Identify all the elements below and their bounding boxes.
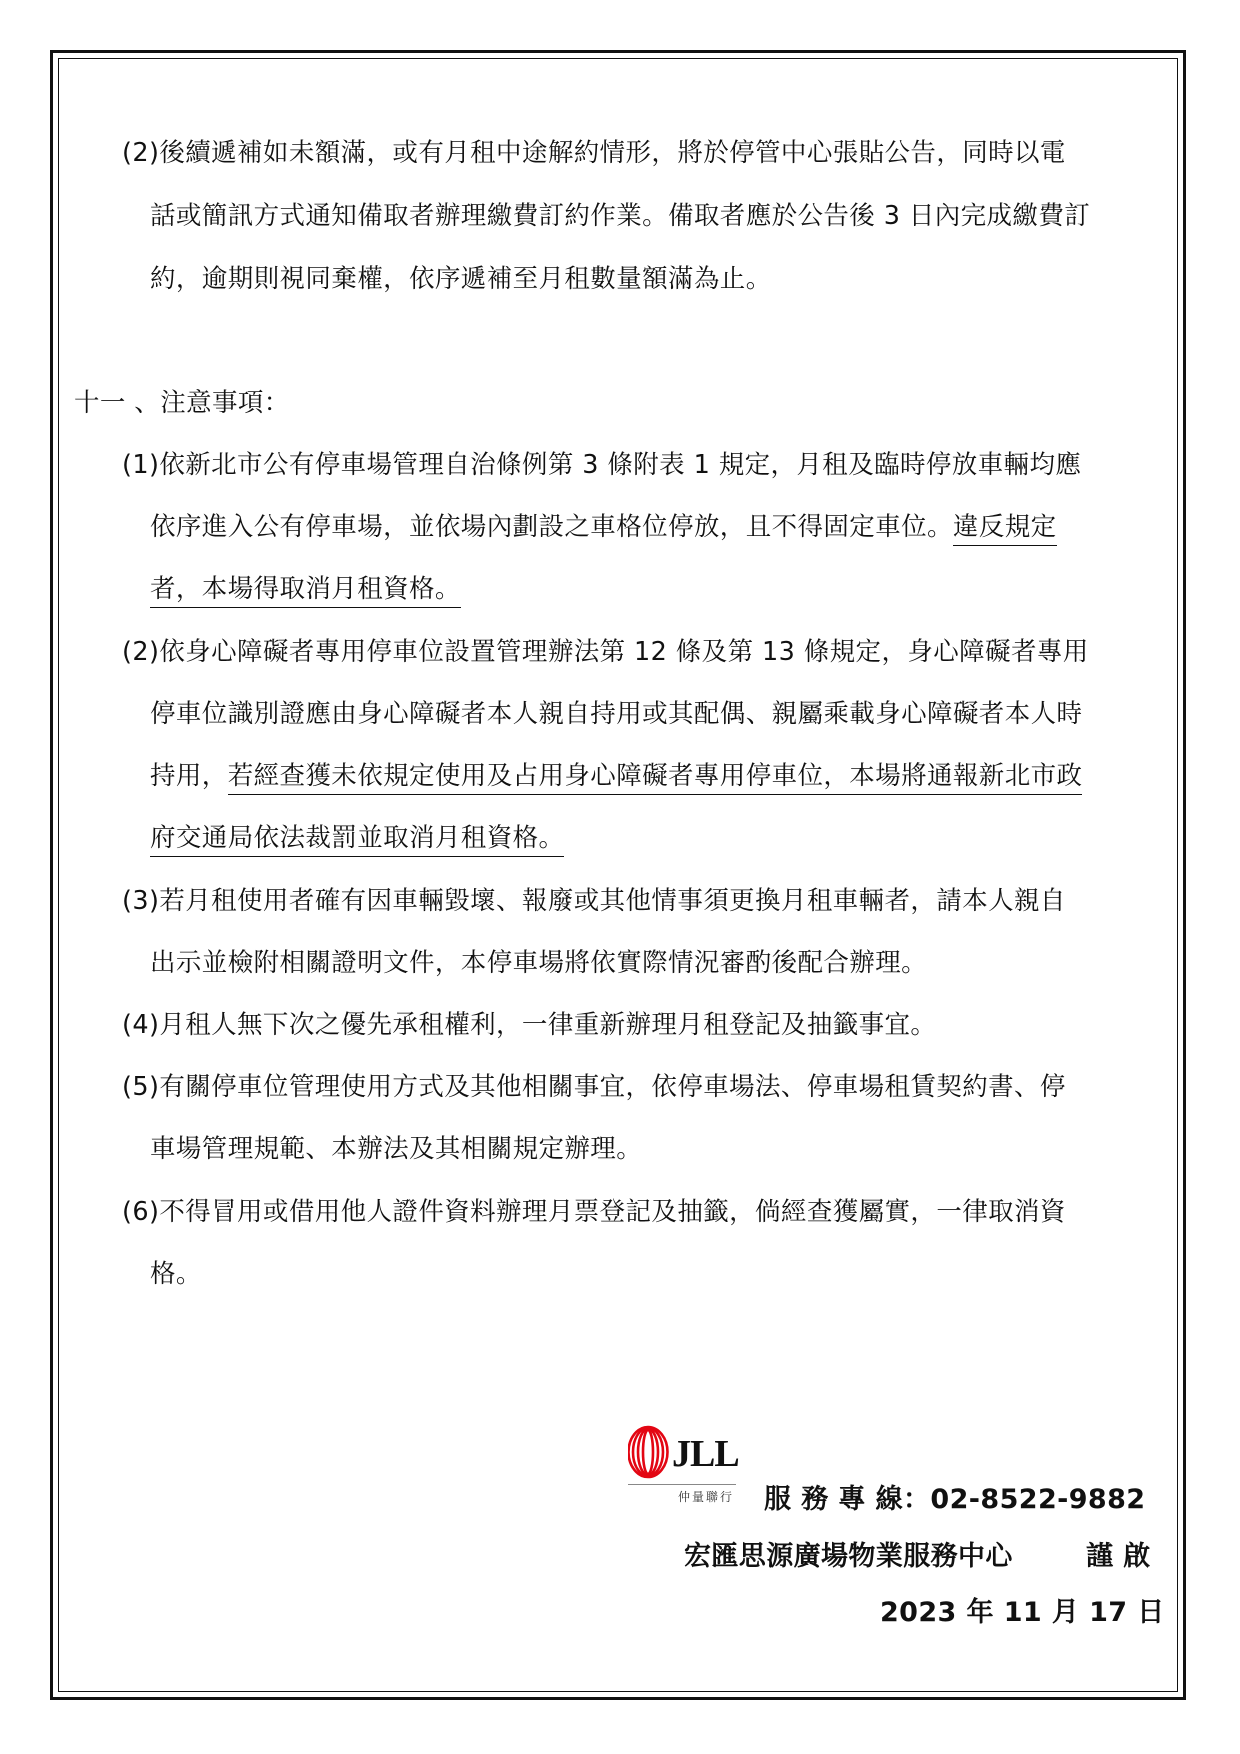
item-1-underlined-text: 者，本場得取消月租資格。	[150, 574, 461, 608]
item-6-line-2: 格。	[150, 1259, 202, 1289]
item-1-underlined-text: 違反規定	[953, 512, 1057, 546]
item-6-line-1: (6)不得冒用或借用他人證件資料辦理月票登記及抽籤，倘經查獲屬實，一律取消資	[122, 1197, 1066, 1227]
signature-closing: 謹 啟	[1086, 1541, 1151, 1572]
item-3-line-1: (3)若月租使用者確有因車輛毀壞、報廢或其他情事須更換月租車輛者，請本人親自	[122, 886, 1066, 916]
paragraph-line: (2)後續遞補如未額滿，或有月租中途解約情形，將於停管中心張貼公告，同時以電	[122, 138, 1066, 168]
page-border-inner	[58, 58, 1178, 1692]
item-1-line-3	[150, 574, 461, 605]
paragraph-line: 約，逾期則視同棄權，依序遞補至月租數量額滿為止。	[150, 264, 772, 294]
item-4-line-1: (4)月租人無下次之優先承租權利，一律重新辦理月租登記及抽籤事宜。	[122, 1010, 937, 1040]
signature-organization: 宏匯思源廣場物業服務中心	[684, 1541, 1013, 1572]
item-1-text: 依序進入公有停車場，並依場內劃設之車格位停放，且不得固定車位。	[150, 512, 953, 542]
item-2-text: 持用，	[150, 761, 228, 791]
item-2-line-4	[150, 823, 564, 854]
jll-logo-wordmark: JLL	[672, 1433, 739, 1475]
jll-logo-divider	[628, 1484, 736, 1485]
item-2-line-2: 停車位識別證應由身心障礙者本人親自持用或其配偶、親屬乘載身心障礙者本人時	[150, 699, 1083, 729]
document-date: 2023 年 11 月 17 日	[880, 1597, 1165, 1628]
jll-logo-chinese: 仲量聯行	[678, 1490, 735, 1504]
item-2-line-1: (2)依身心障礙者專用停車位設置管理辦法第 12 條及第 13 條規定，身心障礙者專用	[122, 637, 1089, 667]
jll-logo	[628, 1424, 738, 1508]
paragraph-line: 話或簡訊方式通知備取者辦理繳費訂約作業。備取者應於公告後 3 日內完成繳費訂	[150, 201, 1091, 231]
item-5-line-1: (5)有關停車位管理使用方式及其他相關事宜，依停車場法、停車場租賃契約書、停	[122, 1072, 1066, 1102]
section-heading: 十一 、注意事項：	[74, 388, 290, 418]
item-2-underlined-text: 若經查獲未依規定使用及占用身心障礙者專用停車位，本場將通報新北市政	[228, 761, 1083, 795]
item-5-line-2: 車場管理規範、本辦法及其相關規定辦理。	[150, 1134, 643, 1164]
item-1-line-2	[150, 512, 1057, 543]
item-2-line-3	[150, 761, 1082, 792]
item-3-line-2: 出示並檢附相關證明文件，本停車場將依實際情況審酌後配合辦理。	[150, 948, 928, 978]
service-hotline: 服 務 專 線：02-8522-9882	[764, 1484, 1146, 1515]
item-1-line-1: (1)依新北市公有停車場管理自治條例第 3 條附表 1 規定，月租及臨時停放車輛均應	[122, 450, 1082, 480]
item-2-underlined-text: 府交通局依法裁罰並取消月租資格。	[150, 823, 564, 857]
